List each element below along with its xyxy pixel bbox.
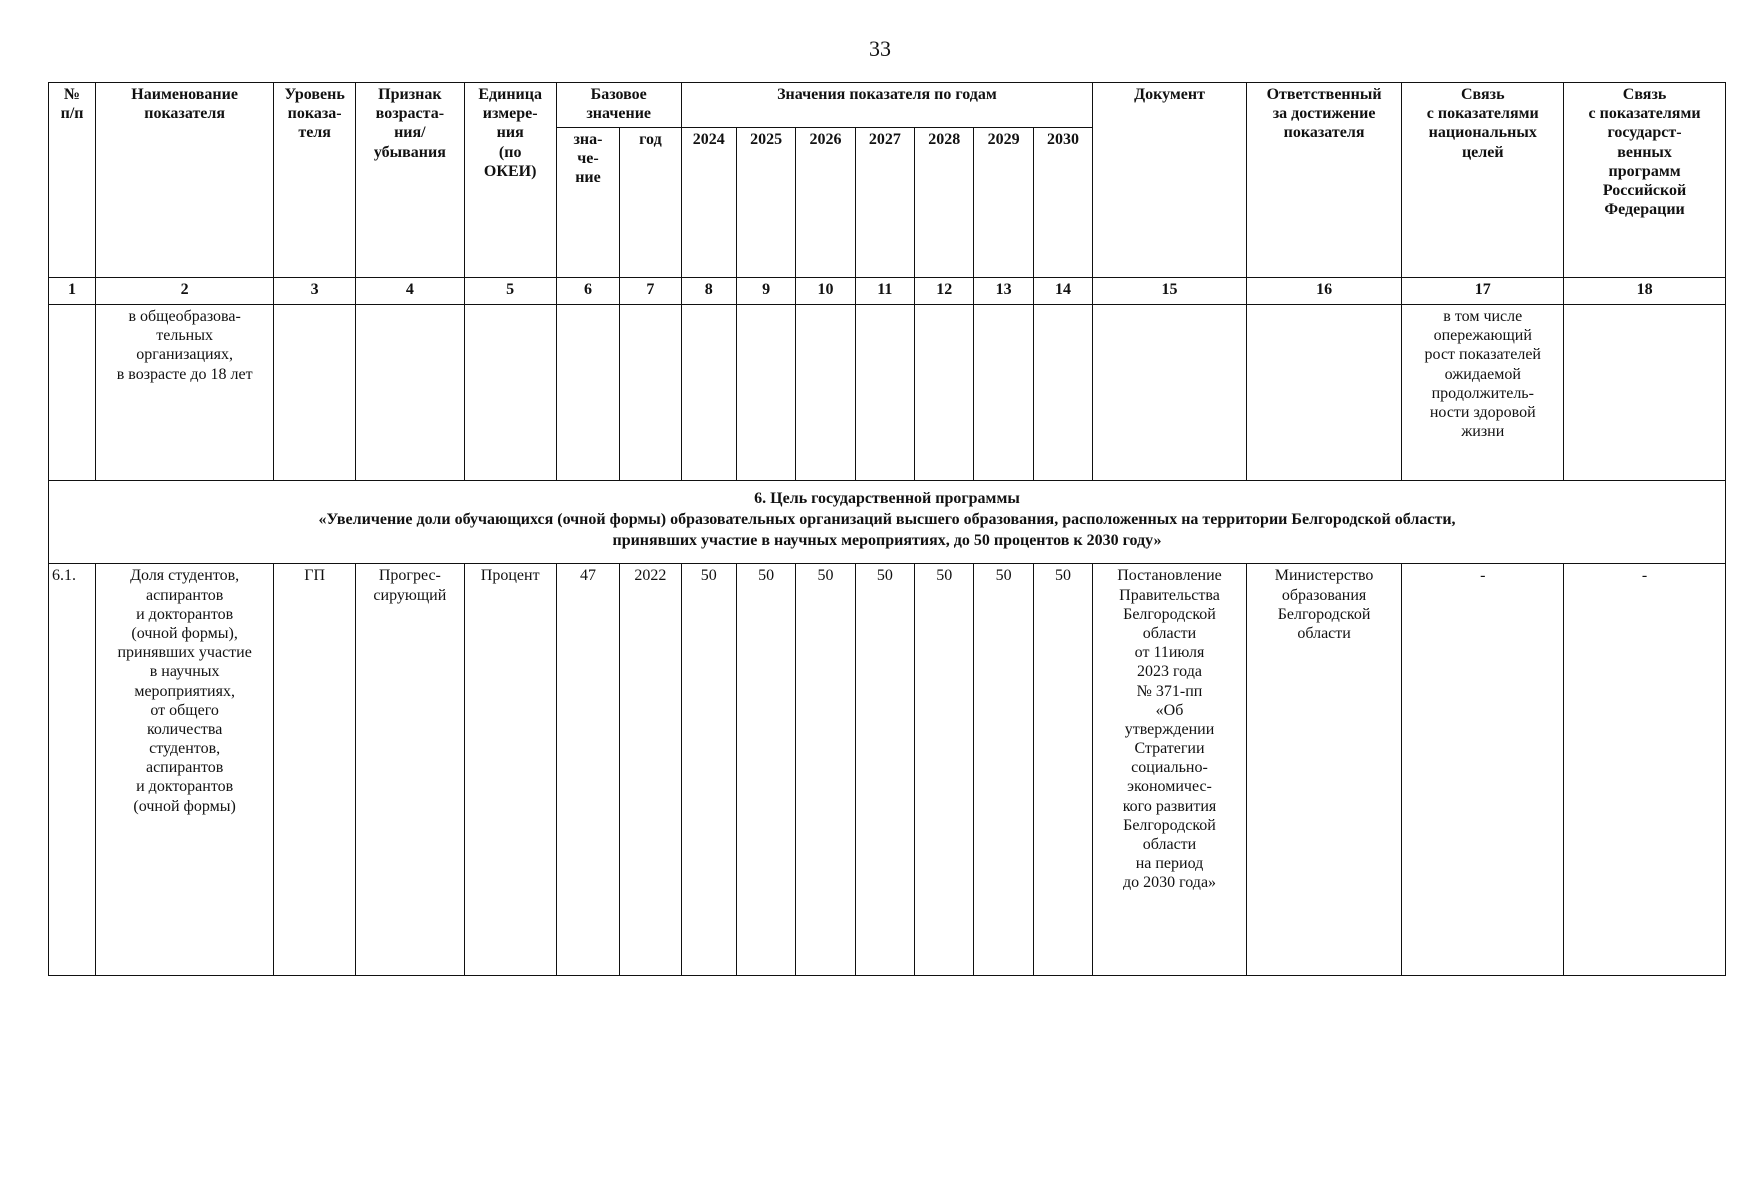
column-number: 10 [796,278,855,305]
cell-link-programs [1564,305,1726,481]
cell-base-year: 2022 [620,564,681,976]
cell-name: в общеобразова- тельных организациях, в возрасте до 18 лет [96,305,274,481]
cell-year-2027: 50 [855,564,914,976]
goal-title: 6. Цель государственной программы [754,490,1020,507]
cell-responsible: Министерство образования Белгородской области [1246,564,1402,976]
header-years-group: Значения показателя по годам [681,83,1093,128]
cell-level [274,305,356,481]
column-number: 2 [96,278,274,305]
cell-base-value: 47 [556,564,619,976]
cell-unit [464,305,556,481]
cell-year [796,305,855,481]
header-link-programs: Связь с показателями государст- венных программ Российской Федерации [1564,83,1726,278]
column-number: 15 [1093,278,1247,305]
header-year-2027: 2027 [855,128,914,278]
header-year-2029: 2029 [974,128,1033,278]
cell-year-2025: 50 [736,564,795,976]
header-base: Базовое значение [556,83,681,128]
header-year-2026: 2026 [796,128,855,278]
header-base-value: зна- че- ние [556,128,619,278]
header-row [49,83,1726,128]
header-year-2028: 2028 [915,128,974,278]
cell-year [974,305,1033,481]
cell-year-2026: 50 [796,564,855,976]
cell-base-year [620,305,681,481]
header-level: Уровень показа- теля [274,83,356,278]
cell-year-2030: 50 [1033,564,1092,976]
goal-text-line: «Увеличение доли обучающихся (очной формы) образовательных организаций высшего образования, расположенных на территории Белгородской области, [318,510,1456,528]
header-responsible: Ответственный за достижение показателя [1246,83,1402,278]
column-number: 8 [681,278,736,305]
header-num: № п/п [49,83,96,278]
cell-link-national: - [1402,564,1564,976]
header-sign: Признак возраста- ния/ убывания [356,83,465,278]
column-number: 9 [736,278,795,305]
header-unit: Единица измере- ния (по ОКЕИ) [464,83,556,278]
column-numbers-row [49,278,1726,305]
header-document: Документ [1093,83,1247,278]
cell-document: Постановление Правительства Белгородской области от 11июля 2023 года № 371-пп «Об утверждении Стратегии социально- экономичес- кого развития Белгородской области на период до 2030 года» [1093,564,1247,976]
cell-year-2029: 50 [974,564,1033,976]
cell-name: Доля студентов, аспирантов и докторантов (очной формы), принявших участие в научных мероприятиях, от общего количества студентов, аспирантов и докторантов (очной формы) [96,564,274,976]
cell-year-2028: 50 [915,564,974,976]
cell-link-national: в том числе опережающий рост показателей ожидаемой продолжитель- ности здоровой жизни [1402,305,1564,481]
indicators-table [48,82,1726,976]
cell-num: 6.1. [49,564,96,976]
header-year-2030: 2030 [1033,128,1092,278]
column-number: 5 [464,278,556,305]
column-number: 12 [915,278,974,305]
column-number: 7 [620,278,681,305]
column-number: 4 [356,278,465,305]
header-link-national: Связь с показателями национальных целей [1402,83,1564,278]
header-year-2024: 2024 [681,128,736,278]
cell-sign: Прогрес- сирующий [356,564,465,976]
cell-year [915,305,974,481]
cell-num [49,305,96,481]
column-number: 1 [49,278,96,305]
column-number: 6 [556,278,619,305]
cell-link-programs: - [1564,564,1726,976]
cell-year [855,305,914,481]
cell-year [1033,305,1092,481]
cell-year [736,305,795,481]
page-number: 33 [869,36,891,61]
table-row-6-1 [49,564,1726,976]
column-number: 11 [855,278,914,305]
table-row-continuation [49,305,1726,481]
cell-unit: Процент [464,564,556,976]
header-name: Наименование показателя [96,83,274,278]
cell-year-2024: 50 [681,564,736,976]
goal-row [49,481,1726,564]
cell-document [1093,305,1247,481]
header-year-2025: 2025 [736,128,795,278]
cell-year [681,305,736,481]
column-number: 3 [274,278,356,305]
header-base-year: год [620,128,681,278]
column-number: 16 [1246,278,1402,305]
column-number: 14 [1033,278,1092,305]
column-number: 18 [1564,278,1726,305]
goal-text-line: принявших участие в научных мероприятиях, до 50 процентов к 2030 году» [612,531,1162,549]
column-number: 17 [1402,278,1564,305]
cell-level: ГП [274,564,356,976]
cell-base-value [556,305,619,481]
column-number: 13 [974,278,1033,305]
goal-heading [49,481,1726,564]
cell-sign [356,305,465,481]
cell-responsible [1246,305,1402,481]
